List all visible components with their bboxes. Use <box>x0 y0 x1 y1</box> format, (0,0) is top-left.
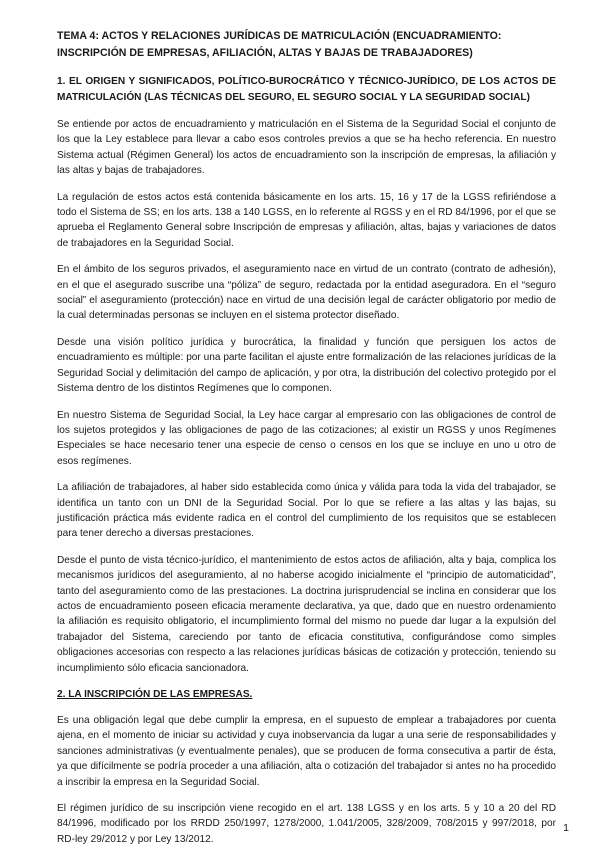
document-body <box>57 28 556 858</box>
paragraph: Desde una visión político jurídica y burocrática, la finalidad y función que persiguen los actos de encuadramiento es múltiple: por una parte facilitan el ajuste entre formalización de las relaciones jurídicas de la Seguridad Social y delimitación del campo de aplicación, y por otra, la distribución del colectivo protegido por el Sistema dentro de los distintos Regímenes que lo componen. <box>57 336 556 395</box>
section-2-heading: 2. LA INSCRIPCIÓN DE LAS EMPRESAS. <box>57 689 253 700</box>
paragraph: El régimen jurídico de su inscripción viene recogido en el art. 138 LGSS y en los arts. 5 y 10 a 20 del RD 84/1996, modificado por los RRDD 250/1997, 1278/2000, 1.041/2005, 328/2009, 708/2015 y 997/2018, por RD-ley 29/2012 y por Ley 13/2012. <box>57 803 556 845</box>
paragraph: Se entiende por actos de encuadramiento y matriculación en el Sistema de la Seguridad Social el conjunto de los que la Ley establece para llevar a cabo esos controles previos a que se ha hecho referencia. En nuestro Sistema actual (Régimen General) los actos de encuadramiento son la inscripción de empresas, la afiliación y las altas y bajas de trabajadores. <box>57 119 556 177</box>
paragraph: Es una obligación legal que debe cumplir la empresa, en el supuesto de emplear a trabajadores por cuenta ajena, en el momento de iniciar su actividad y cuya inobservancia da lugar a una serie de responsabilidades y sanciones administrativas (y eventualmente penales), que se producen de forma consecutiva a partir de ésta, ya que difícilmente se podría proceder a una afiliación, alta o cotización del trabajador si antes no ha procedido a inscribir la empresa en la Seguridad Social. <box>57 715 556 788</box>
paragraph: Desde el punto de vista técnico-jurídico, el mantenimiento de estos actos de afiliación, alta y baja, complica los mecanismos jurídicos del aseguramiento, al no haberse acogido inicialmente el “principio de automaticidad”, tanto del aseguramiento como de las prestaciones. La doctrina jurisprudencial se inclina en considerar que los actos de encuadramiento poseen eficacia meramente declarativa, ya que, dado que en nuestro ordenamiento la afiliación es requisito obligatorio, el incumplimiento formal del mismo no puede dar lugar a la expulsión del trabajador del Sistema, careciendo por tanto de eficacia constitutiva, configurándose como simples obligaciones accesorias con respecto a las relaciones jurídicas básicas de cotización y protección, teniendo su incumplimiento sólo eficacia sancionadora. <box>57 554 556 674</box>
document-title: TEMA 4: ACTOS Y RELACIONES JURÍDICAS DE MATRICULACIÓN (ENCUADRAMIENTO: INSCRIPCIÓN DE EMPRESAS, AFILIACIÓN, ALTAS Y BAJAS DE TRABAJADORES) <box>57 30 502 59</box>
paragraph: La afiliación de trabajadores, al haber sido establecida como única y válida para toda la vida del trabajador, se identifica un tanto con un DNI de la Seguridad Social. Por lo que se refiere a las altas y las bajas, su justificación práctica más evidente radica en el control del cumplimiento de los requisitos que se establecen para tener derecho a diversas prestaciones. <box>57 482 556 540</box>
page-number: 1 <box>563 822 569 834</box>
paragraph: En nuestro Sistema de Seguridad Social, la Ley hace cargar al empresario con las obligaciones de control de los sujetos protegidos y las obligaciones de pago de las cotizaciones; al existir un RGSS y unos Regímenes Especiales se hace necesario tener una especie de censo o censos en los que se incluye en uno u otro de esos regímenes. <box>57 409 556 467</box>
section-1-heading: 1. EL ORIGEN Y SIGNIFICADOS, POLÍTICO-BUROCRÁTICO Y TÉCNICO-JURÍDICO, DE LOS ACTOS DE MATRICULACIÓN (LAS TÉCNICAS DEL SEGURO, EL SEGURO SOCIAL Y LA SEGURIDAD SOCIAL) <box>57 76 556 103</box>
paragraph: En el ámbito de los seguros privados, el aseguramiento nace en virtud de un contrato (contrato de adhesión), en el que el asegurado suscribe una “póliza” de seguro, redactada por la entidad aseguradora. En el “seguro social” el aseguramiento (protección) nace en virtud de una decisión legal de carácter obligatorio por medio de la cual determinadas personas se incluyen en el sistema protector diseñado. <box>57 264 556 322</box>
paragraph: La regulación de estos actos está contenida básicamente en los arts. 15, 16 y 17 de la LGSS refiriéndose a todo el Sistema de SS; en los arts. 138 a 140 LGSS, en lo referente al RGSS y en el RD 84/1996, por el que se aprueba el Reglamento General sobre Inscripción de empresas y afiliación, altas, bajas y variaciones de datos de trabajadores en la Seguridad Social. <box>57 191 556 249</box>
